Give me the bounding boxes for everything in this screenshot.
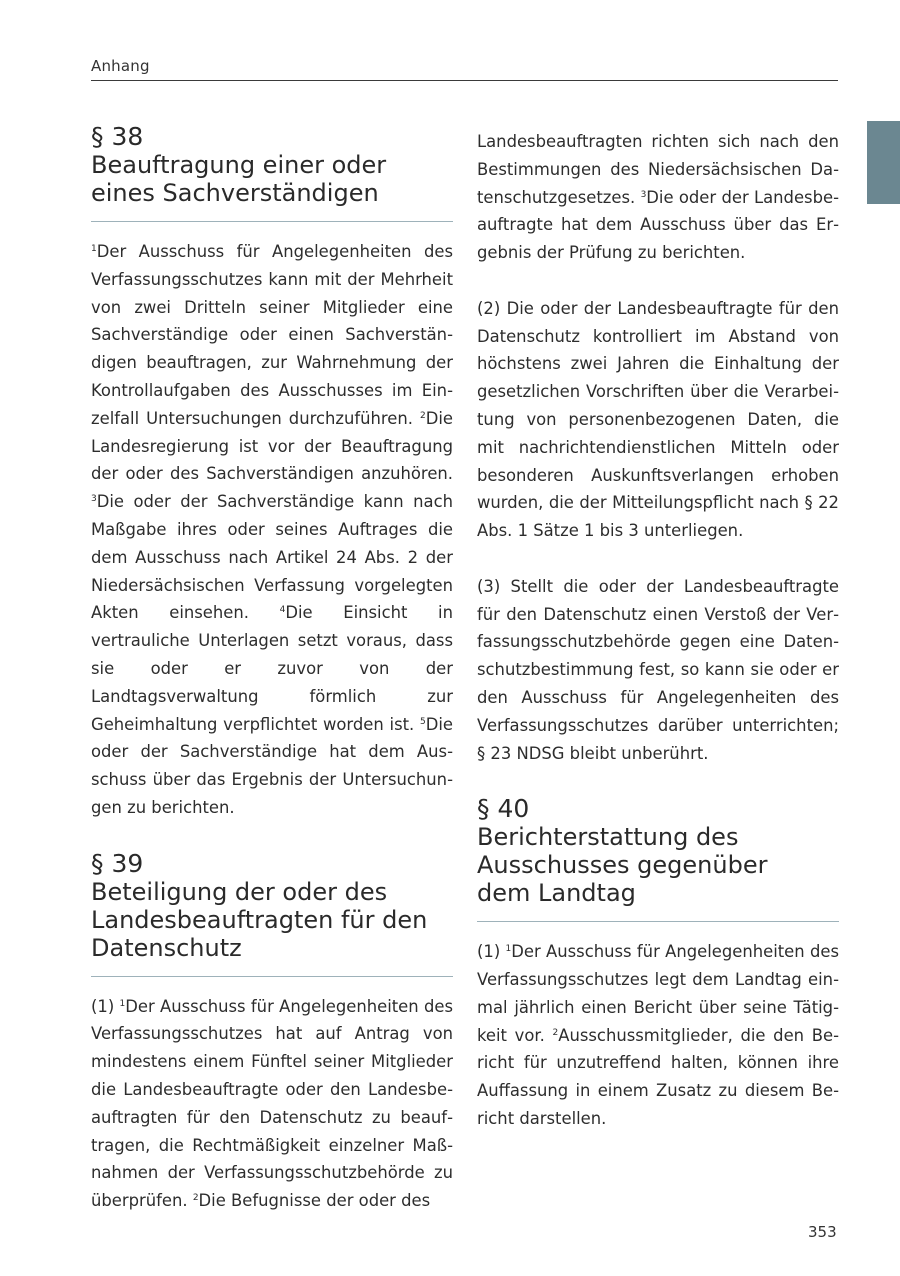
paragraph-continued <box>91 993 453 1215</box>
sentence-number: 2 <box>420 410 426 421</box>
sentence: Die oder der Sachverständige hat dem Ausschuss über das Ergebnis der Untersuchungen zu berichten. <box>91 714 453 817</box>
paragraph-continuation <box>477 128 839 267</box>
paragraph-number: (1) <box>477 942 506 962</box>
section-rule <box>91 221 453 222</box>
sentence: Der Ausschuss für Angelegenheiten des Verfassungsschutzes kann mit der Mehrheit von zwei Dritteln seiner Mitglieder eine Sachverständige oder einen Sachverständigen beauftragen, zur Wahrnehmung der Kontrollaufgaben des Ausschusses im Einzelfall Untersuchungen durchzuführen. <box>91 242 453 428</box>
section-rule <box>477 921 839 922</box>
paragraph <box>477 938 839 1133</box>
section-38 <box>91 123 453 822</box>
section-title-line: Ausschusses gegenüber <box>477 851 768 880</box>
section-title-line: Datenschutz <box>91 933 242 962</box>
section-title-line: dem Landtag <box>477 879 636 908</box>
sentence: Der Ausschuss für Angelegenheiten des Verfassungsschutzes hat auf Antrag von mindestens einem Fünftel seiner Mitglieder die Landesbeauftragte oder den Landesbeauftragten für den Datenschutz zu beauftragen, die Rechtmäßigkeit einzelner Maßnahmen der Verfassungsschutzbehörde zu überprüfen. <box>91 996 453 1211</box>
sentence: Der Ausschuss für Angelegenheiten des Verfassungsschutzes legt dem Landtag einmal jährlich einen Bericht über seine Tätigkeit vor. <box>477 942 839 1045</box>
section-title-line: Landesbeauftragten für den <box>91 905 428 934</box>
section-title-line: Berichterstattung des <box>477 823 739 852</box>
sentence-number: 3 <box>640 189 647 200</box>
sentence: Die oder der Sachverständige kann nach Maßgabe ihres oder seines Auftrages die dem Ausschuss nach Artikel 24 Abs. 2 der Niedersächsischen Verfassung vorgelegten Akten einsehen. <box>91 492 453 623</box>
section-title-line: Beauftragung einer oder <box>91 151 387 179</box>
section-title-line: eines Sachverständigen <box>91 179 379 207</box>
sentence-number: 1 <box>505 944 512 955</box>
sentence-number: 1 <box>119 998 126 1009</box>
sentence-number: 4 <box>279 605 286 616</box>
paragraph: (3) Stellt die oder der Landesbeauftragte für den Datenschutz einen Verstoß der Verfassungsschutzbehörde gegen eine Datenschutzbestimmung fest, so kann sie oder er den Ausschuss für Angelegenheiten des Verfassungsschutzes darüber unterrichten; § 23 NDSG bleibt unberührt. <box>477 576 839 763</box>
sentence-number: 2 <box>192 1193 199 1204</box>
sentence-number: 5 <box>420 716 426 727</box>
paragraph-number: (1) <box>91 996 120 1016</box>
header-rule <box>91 80 838 81</box>
sentence: Die Einsicht in vertrauliche Unterlagen setzt voraus, dass sie oder er zuvor von der Landtagsverwaltung förmlich zur Geheimhaltung verpflichtet worden ist. <box>91 603 454 734</box>
sentence: Die Landesregierung ist vor der Beauftragung der oder des Sachverständigen anzuhören. <box>91 408 453 484</box>
sentence-number: 3 <box>91 494 97 505</box>
section-rule <box>91 976 453 977</box>
section-number: § 40 <box>477 794 530 824</box>
page-number: 353 <box>808 1223 837 1241</box>
section-number: § 39 <box>91 848 144 878</box>
sentence: Ausschussmitglieder, die den Bericht für unzutreffend halten, können ihre Auffassung in einem Zusatz zu diesem Bericht darstellen. <box>477 1025 839 1128</box>
paragraph <box>91 238 453 822</box>
section-40 <box>477 795 839 1133</box>
left-column <box>91 123 453 1243</box>
sentence: Die oder der Landesbeauftragte hat dem Ausschuss über das Ergebnis der Prüfung zu berichten. <box>477 187 839 263</box>
sentence-number: 2 <box>552 1027 559 1038</box>
section-title-line: Beteiligung der oder des <box>91 877 388 906</box>
sentence-part: Die Befugnisse der oder des <box>198 1191 431 1211</box>
right-column <box>477 128 839 1161</box>
sentence-part: Landesbeauftragten richten sich nach den Bestimmungen des Niedersächsischen Datenschutzgesetzes. <box>477 132 839 207</box>
sentence-number: 1 <box>91 244 97 254</box>
section-39 <box>91 850 453 1215</box>
running-header: Anhang <box>91 57 150 75</box>
section-number: § 38 <box>91 122 144 151</box>
chapter-thumb-tab <box>867 121 900 204</box>
paragraph: (2) Die oder der Landesbeauftragte für den Datenschutz kontrolliert im Abstand von höchstens zwei Jahren die Einhaltung der gesetzlichen Vorschriften über die Verarbeitung von personenbezogenen Daten, die mit nachrichtendienstlichen Mitteln oder besonderen Auskunftsverlangen erhoben wurden, die der Mitteilungspflicht nach § 22 Abs. 1 Sätze 1 bis 3 unterliegen. <box>477 298 839 541</box>
